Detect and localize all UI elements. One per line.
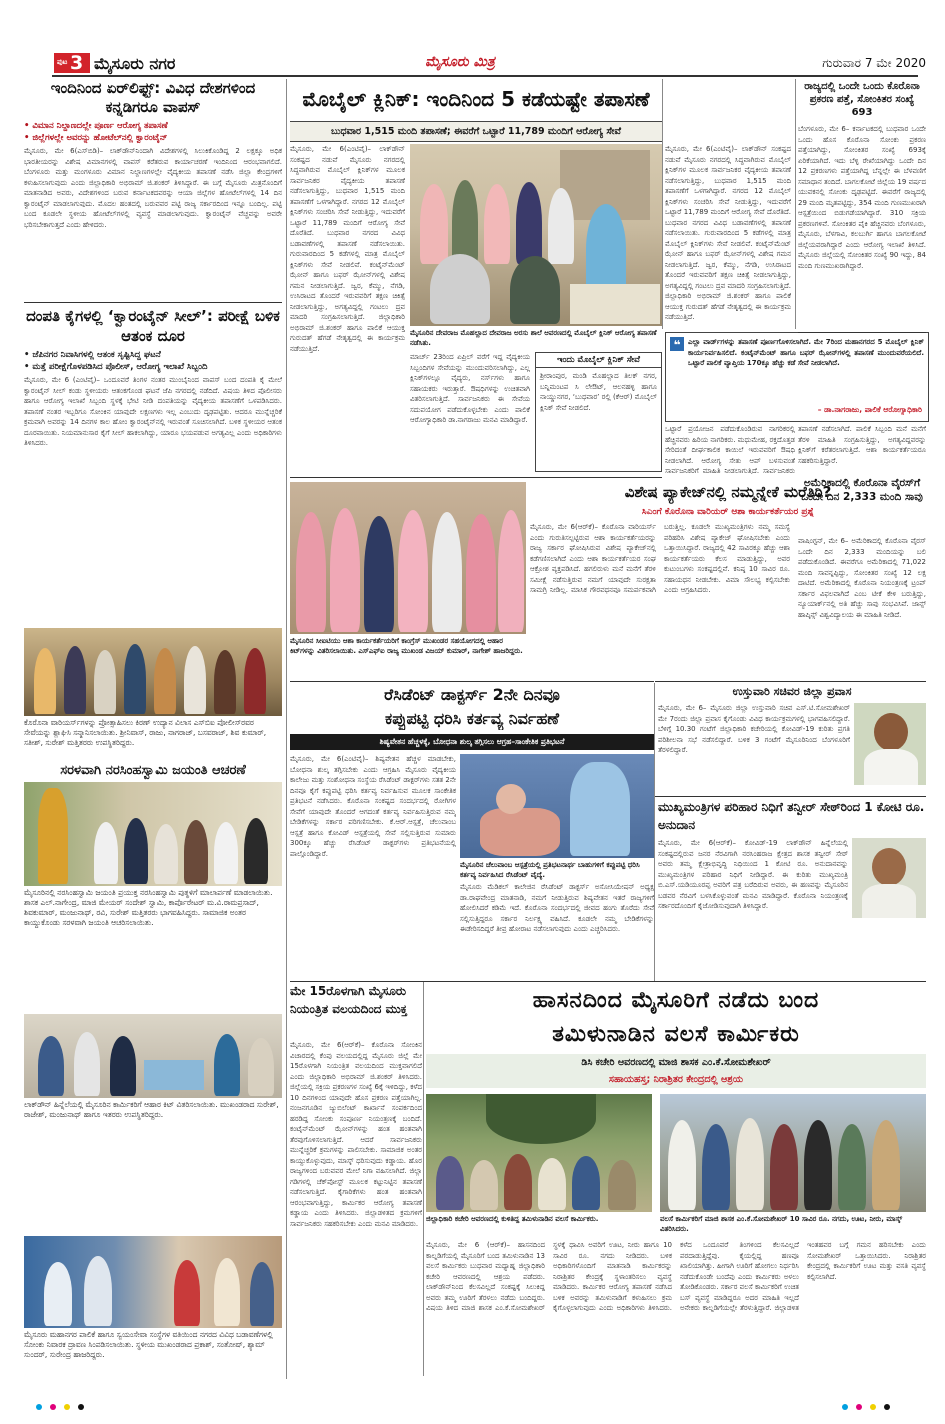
doctors-subhead-bar (290, 734, 654, 750)
minister-tour-headline: ಉಸ್ತುವಾರಿ ಸಚಿವರ ಜಿಲ್ಲಾ ಪ್ರವಾಸ (732, 685, 852, 698)
section-title: ಮೈಸೂರು ನಗರ (94, 54, 176, 73)
col1-rule (286, 79, 287, 1379)
may15-headline: ಮೇ 15ರೊಳಗಾಗಿ ಮೈಸೂರು ನಿಯಂತ್ರಿತ ವಲಯದಿಂದ ಮುಕ್ತ (290, 984, 408, 1016)
lead-body-4: ತಪಾಸಣೆ ನಡೆಸಲಾಗಿದೆ. ಪಾಲಿಕೆ ಸಿಬ್ಬಂದಿ ಮನೆ ಮನೆಗೆ ತೆರಳಿ ಮಾಹಿತಿ ಸಂಗ್ರಹಿಸುತ್ತಿದ್ದು, ಅಗತ್ಯವಿದ್ದವರನ್ನು ಕ್ಲಿನಿಕ್‌ಗೆ ಕರೆತರಲಾಗುತ್ತಿದೆ. ಆಶಾ ಕಾರ್ಯಕರ್ತೆಯರೂ ಸಹಕರಿಸುತ್ತಿದ್ದಾರೆ. (798, 425, 926, 465)
doctors-body-2: ಮೈಸೂರು ಮೆಡಿಕಲ್ ಕಾಲೇಜಿನ ರೆಸಿಡೆಂಟ್ ಡಾಕ್ಟರ್ಸ್ ಅಸೋಸಿಯೇಷನ್ ಅಧ್ಯಕ್ಷ ಡಾ.ರಾಘವೇಂದ್ರ ಮಾತನಾಡಿ, ನಮಗೆ ನೀಡುತ್ತಿರುವ ಶಿಷ್ಯವೇತನ ಇತರೆ ರಾಜ್ಯಗಳಿಗೆ ಹೋಲಿಸಿದರೆ ಕಡಿಮೆ ಇದೆ. ಕೊರೊನಾ ಸಂದರ್ಭದಲ್ಲಿ ಜೀವದ ಹಂಗು ತೊರೆದು ಸೇವೆ ಸಲ್ಲಿಸುತ್ತಿದ್ದರೂ ಸರ್ಕಾರ ನಿರ್ಲಕ್ಷ್ಯ ವಹಿಸಿದೆ. ಕೂಡಲೇ ನಮ್ಮ ಬೇಡಿಕೆಗಳನ್ನು ಈಡೇರಿಸದಿದ್ದರೆ ತೀವ್ರ ಹೋರಾಟ ನಡೆಸಲಾಗುವುದು ಎಂದು ಎಚ್ಚರಿಸಿದರು. (460, 883, 654, 933)
ceremony-caption: ಕೊರೊನಾ ವಾರಿಯರ್ಸ್‌ಗಳನ್ನು ಪ್ರೋತ್ಸಾಹಿಸಲು ಕಿರಣ್ ಉದ್ಯಾನ ವಿಲಾಸ ಎಸ್‌ಬಿಐ ಪೋಲೀಸ್‌ರವರ ಸೇವೆಯನ್ನು ಶ್ಲಾಘಿಸಿ ಸನ್ಮಾನಿಸಲಾಯಿತು. ಶ್ರೀನಿವಾಸ್, ರಾಜು, ನಾಗರಾಜ್, ಬಸವರಾಜ್, ಶಿವ ಕುಮಾರ್, ಸತೀಶ್, ಸುರೇಶ್ ಮತ್ತಿತರರು ಉಪಸ್ಥಿತರಿದ್ದರು. (24, 718, 267, 747)
doctors-headline-1: ರೆಸಿಡೆಂಟ್ ಡಾಕ್ಟರ್ಸ್ 2ನೇ ದಿನವೂ (384, 685, 560, 704)
officer-quote-box (665, 332, 929, 422)
masthead (20, 52, 926, 74)
quote-author: – ಡಾ.ನಾಗರಾಜು, ಪಾಲಿಕೆ ಆರೋಗ್ಯಾಧಿಕಾರಿ (817, 405, 922, 414)
col-rule (654, 683, 655, 981)
lead-subhead: ಬುಧವಾರ 1,515 ಮಂದಿ ತಪಾಸಣೆ; ಈವರೆಗೆ ಒಟ್ಟಾರೆ 11,789 ಮಂದಿಗೆ ಆರೋಗ್ಯ ಸೇವೆ (331, 126, 621, 137)
airlift-bullet: • ವಿಮಾನ ನಿಲ್ದಾಣದಲ್ಲೇ ಪೂರ್ಣ ಆರೋಗ್ಯ ತಪಾಸಣೆ (24, 121, 168, 131)
migrants-subhead-bar (426, 1054, 926, 1088)
page-number-badge (54, 53, 90, 73)
us-deaths-headline: ಅಮೆರಿಕಾದಲ್ಲಿ ಕೊರೊನಾ ವೈರಸ್‌ಗೆ ಒಂದೇ ದಿನ 2,333 ಮಂದಿ ಸಾವು (801, 477, 923, 503)
doctors-subhead: ಶಿಷ್ಯವೇತನ ಹೆಚ್ಚಳಕ್ಕೆ, ಬೋಧನಾ ಶುಲ್ಕ ತಗ್ಗಿಸಲು ಆಗ್ರಹ–ಸಾಂಕೇತಿಕ ಪ್ರತಿಭಟನೆ (379, 737, 565, 746)
migrants-subhead-1: ಡಿಸಿ ಕಚೇರಿ ಆವರಣದಲ್ಲಿ ಮಾಜಿ ಶಾಸಕ ಎಂ.ಕೆ.ಸೋಮಶೇಖರ್ (581, 1057, 771, 1068)
quarantine-bullet: • ಜೆಪಿನಗರ ನಿವಾಸಿಗಳಲ್ಲಿ ಆತಂಕ ಸೃಷ್ಟಿಸಿದ್ದ ಘಟನೆ (24, 350, 161, 360)
masthead-rule (52, 75, 918, 77)
fund-body: ಮೈಸೂರು, ಮೇ 6(ಆರ್‌ಕೆ)– ಕೋವಿಡ್-19 ಲಾಕ್‌ಡೌನ್ ಹಿನ್ನೆಲೆಯಲ್ಲಿ ಸಂಕಷ್ಟದಲ್ಲಿರುವ ಜನರ ನೆರವಿಗಾಗಿ ನರಸಿಂಹರಾಜ ಕ್ಷೇತ್ರದ ಶಾಸಕ ತನ್ವೀರ್ ಸೇಠ್ ಅವರು ತಮ್ಮ ಕ್ಷೇತ್ರಾಭಿವೃದ್ಧಿ ನಿಧಿಯಿಂದ 1 ಕೋಟಿ ರೂ. ಅನುದಾನವನ್ನು ಮುಖ್ಯಮಂತ್ರಿಗಳ ಪರಿಹಾರ ನಿಧಿಗೆ ನೀಡಿದ್ದಾರೆ. ಈ ಕುರಿತು ಮುಖ್ಯಮಂತ್ರಿ ಬಿ.ಎಸ್.ಯಡಿಯೂರಪ್ಪ ಅವರಿಗೆ ಪತ್ರ ಬರೆದಿರುವ ಅವರು, ಈ ಹಣವನ್ನು ಮೈಸೂರಿನ ಬಡವರ ನೆರವಿಗೆ ಬಳಸಿಕೊಳ್ಳುವಂತೆ ಮನವಿ ಮಾಡಿದ್ದಾರೆ. ಕೊರೊನಾ ನಿಯಂತ್ರಣಕ್ಕೆ ಸರ್ಕಾರದೊಂದಿಗೆ ಕೈಜೋಡಿಸುವುದಾಗಿ ತಿಳಿಸಿದ್ದಾರೆ. (658, 839, 848, 910)
divider (24, 302, 282, 303)
issue-date: ಗುರುವಾರ 7 ಮೇ 2020 (822, 56, 926, 70)
lead-headline: ಮೊಬೈಲ್ ಕ್ಲಿನಿಕ್: ಇಂದಿನಿಂದ 5 ಕಡೆಯಷ್ಟೇ ತಪಾಸಣೆ (302, 87, 650, 111)
clinic-box-title: ಇಂದು ಮೊಬೈಲ್ ಕ್ಲಿನಿಕ್ ಸೇವೆ (536, 353, 661, 368)
migrants-seated-photo (426, 1094, 652, 1212)
migrants-headline-2: ತಮಿಳುನಾಡಿನ ವಲಸೆ ಕಾರ್ಮಿಕರು (552, 1022, 800, 1047)
quarantine-seal-body: ಮೈಸೂರು, ಮೇ 6 (ಎಂಟಿವೈ)– ಒಂದೂವರೆ ತಿಂಗಳ ನಂತರ ಮುಂಬೈನಿಂದ ವಾಪಸ್ ಬಂದ ದಂಪತಿ ಕೈ ಮೇಲೆ ಕ್ವಾರಂಟೈನ್ ಸೀಲ್ ಕಂಡು ಸ್ಥಳೀಯರು ಆತಂಕಗೊಂಡ ಘಟನೆ ಜೆಪಿ ನಗರದಲ್ಲಿ ನಡೆದಿದೆ. ವಿಷಯ ತಿಳಿದ ಪೊಲೀಸರು ಹಾಗೂ ಆರೋಗ್ಯ ಇಲಾಖೆ ಸಿಬ್ಬಂದಿ ಸ್ಥಳಕ್ಕೆ ಭೇಟಿ ನೀಡಿ ದಂಪತಿಯನ್ನು ವೈದ್ಯಕೀಯ ತಪಾಸಣೆಗೆ ಒಳಪಡಿಸಿದರು. ತಪಾಸಣೆ ನಂತರ ಇಬ್ಬರಿಗೂ ಸೋಂಕಿನ ಯಾವುದೇ ಲಕ್ಷಣಗಳು ಇಲ್ಲ ಎಂಬುದು ದೃಢಪಟ್ಟಿತು. ಆದರೂ ಮುನ್ನೆಚ್ಚರಿಕೆ ಕ್ರಮವಾಗಿ ಅವರನ್ನು 14 ದಿನಗಳ ಕಾಲ ಹೋಂ ಕ್ವಾರಂಟೈನ್‌ನಲ್ಲಿ ಇರುವಂತೆ ಸೂಚಿಸಲಾಗಿದೆ. ಬಳಿಕ ಸ್ಥಳೀಯರ ಆತಂಕ ದೂರವಾಯಿತು. ನಿಯಮಾನುಸಾರ ಕೈಗೆ ಸೀಲ್ ಹಾಕಲಾಗಿದ್ದು, ಯಾರೂ ಭಯಪಡುವ ಅಗತ್ಯವಿಲ್ಲ ಎಂದು ಅಧಿಕಾರಿಗಳು ತಿಳಿಸಿದರು. (24, 376, 282, 447)
migrants-seated-caption: ಜಿಲ್ಲಾಧಿಕಾರಿ ಕಚೇರಿ ಆವರಣದಲ್ಲಿ ಕುಳಿತಿದ್ದ ತಮಿಳುನಾಡಿನ ವಲಸೆ ಕಾರ್ಮಿಕರು. (426, 1215, 599, 1223)
divider (798, 332, 926, 333)
airlift-bullet: • ಜಿಲ್ಲೆಗಳಲ್ಲೇ ಅವರನ್ನು ಹೋಟೆಲ್‌ನಲ್ಲಿ ಕ್ವಾರಂಟೈನ್ (24, 133, 168, 143)
lead-body-2: ಮಾರ್ಚ್ 23ರಿಂದ ಏಪ್ರಿಲ್ ವರೆಗೆ ಇದ್ದ ವೈದ್ಯಕೀಯ ಸಿಬ್ಬಂದಿಗಳ ಸೇವೆಯನ್ನು ಮುಂದುವರಿಸಲಾಗಿದ್ದು, ಎಲ್ಲ ಕ್ಲಿನಿಕ್‌ಗಳಲ್ಲೂ ವೈದ್ಯರು, ನರ್ಸ್‌ಗಳು ಹಾಗೂ ಸಹಾಯಕರು ಇರುತ್ತಾರೆ. ಔಷಧಿಗಳನ್ನು ಉಚಿತವಾಗಿ ವಿತರಿಸಲಾಗುತ್ತಿದೆ. ಸಾರ್ವಜನಿಕರು ಈ ಸೇವೆಯ ಸದುಪಯೋಗ ಪಡೆದುಕೊಳ್ಳಬೇಕು ಎಂದು ಪಾಲಿಕೆ ಆರೋಗ್ಯಾಧಿಕಾರಿ ಡಾ.ನಾಗರಾಜು ಮನವಿ ಮಾಡಿದ್ದಾರೆ. (410, 353, 530, 424)
airlift-body: ಮೈಸೂರು, ಮೇ 6(ಎಸ್‌ಬಿಡಿ)– ಲಾಕ್‌ಡೌನ್‌ನಿಂದಾಗಿ ವಿದೇಶಗಳಲ್ಲಿ ಸಿಲುಕಿಕೊಂಡಿದ್ದ 2 ಲಕ್ಷಕ್ಕೂ ಅಧಿಕ ಭಾರತೀಯರನ್ನು ವಿಶೇಷ ವಿಮಾನಗಳಲ್ಲಿ ವಾಪಸ್ ಕರೆತರುವ ಕಾರ್ಯಾಚರಣೆ ಇಂದಿನಿಂದ ಆರಂಭವಾಗಲಿದೆ. ಬೆಂಗಳೂರು ಮತ್ತು ಮಂಗಳೂರು ವಿಮಾನ ನಿಲ್ದಾಣಗಳಲ್ಲೇ ವೈದ್ಯಕೀಯ ತಪಾಸಣೆ ನಡೆಸಿ ಜಿಲ್ಲಾ ಕೇಂದ್ರಗಳಿಗೆ ಕಳುಹಿಸಲಾಗುವುದು ಎಂದು ಜಿಲ್ಲಾಧಿಕಾರಿ ಅಭಿರಾಮ್ ಜಿ.ಶಂಕರ್ ತಿಳಿಸಿದ್ದಾರೆ. ಈ ಬಗ್ಗೆ ಮೈಸೂರು ಮಿತ್ರನೊಂದಿಗೆ ಮಾತನಾಡಿದ ಅವರು, ವಿದೇಶಗಳಿಂದ ಬರುವ ಕರ್ನಾಟಕದವರನ್ನು ಆಯಾ ಜಿಲ್ಲೆಗಳ ಹೋಟೆಲ್‌ಗಳಲ್ಲಿ 14 ದಿನ ಕ್ವಾರಂಟೈನ್ ಮಾಡಲಾಗುವುದು. ಮೊದಲ ಹಂತದಲ್ಲಿ ಬರುವವರ ಪಟ್ಟಿ ರಾಜ್ಯ ಸರ್ಕಾರದಿಂದ ಇನ್ನೂ ಬಂದಿಲ್ಲ. ಪಟ್ಟಿ ಬಂದ ಕೂಡಲೇ ಸ್ಥಳೀಯ ಹೋಟೆಲ್‌ಗಳಲ್ಲಿ ವ್ಯವಸ್ಥೆ ಮಾಡಲಾಗುವುದು. ಕ್ವಾರಂಟೈನ್ ವೆಚ್ಚವನ್ನು ಅವರೇ ಭರಿಸಬೇಕಾಗುತ್ತದೆ ಎಂದು ಹೇಳಿದರು. (24, 147, 282, 229)
clinic-box-body: ಶ್ರೀರಾಂಪುರ, ಮಂಡಿ ಮೊಹಲ್ಲಾದ ತಿಲಕ್ ನಗರ, ಬನ್ನಿಮಂಟಪ ಸಿ ಲೇಔಟ್, ಆಲನಹಳ್ಳಿ ಹಾಗೂ ನಾಯ್ಡುನಗರ, ‘ಬುಧವಾರ’ ರಲ್ಲಿ (ಕೆಆರ್) ಮೊಬೈಲ್ ಕ್ಲಿನಿಕ್ ಸೇವೆ ನೀಡಲಿದೆ. (540, 372, 657, 412)
minister-tour-body: ಮೈಸೂರು, ಮೇ 6– ಮೈಸೂರು ಜಿಲ್ಲಾ ಉಸ್ತುವಾರಿ ಸಚಿವ ಎಸ್.ಟಿ.ಸೋಮಶೇಖರ್ ಮೇ 7ರಂದು ಜಿಲ್ಲಾ ಪ್ರವಾಸ ಕೈಗೊಂಡು ವಿವಿಧ ಕಾರ್ಯಕ್ರಮಗಳಲ್ಲಿ ಭಾಗವಹಿಸಲಿದ್ದಾರೆ. ಬೆಳಿಗ್ಗೆ 10.30 ಗಂಟೆಗೆ ಜಿಲ್ಲಾಧಿಕಾರಿ ಕಚೇರಿಯಲ್ಲಿ ಕೋವಿಡ್-19 ಕುರಿತು ಪ್ರಗತಿ ಪರಿಶೀಲನಾ ಸಭೆ ನಡೆಸಲಿದ್ದಾರೆ. ಬಳಿಕ 3 ಗಂಟೆಗೆ ಮೈಸೂರಿನಿಂದ ಬೆಂಗಳೂರಿಗೆ ತೆರಳಲಿದ್ದಾರೆ. (658, 704, 850, 754)
resident-doctor-photo (460, 754, 654, 858)
asha-headline: ವಿಶೇಷ ಪ್ಯಾಕೇಜ್‌ನಲ್ಲಿ ನಮ್ಮನ್ನೇಕೆ ಮರೆತಿರಿ? (624, 483, 832, 501)
statue-photo (24, 782, 282, 886)
page-number: 3 (70, 52, 84, 74)
divider (655, 796, 926, 797)
migrants-headline-1: ಹಾಸನದಿಂದ ಮೈಸೂರಿಗೆ ನಡೆದು ಬಂದ (532, 988, 820, 1013)
state-cases-headline: ರಾಜ್ಯದಲ್ಲಿ ಒಂದೇ ಒಂದು ಕೊರೊನಾ ಪ್ರಕರಣ ಪತ್ತೆ, ಸೋಂಕಿತರ ಸಂಖ್ಯೆ 693 (804, 81, 920, 118)
paper-name: ಮೈಸೂರು ಮಿತ್ರ (425, 54, 495, 70)
jayanti-headline: ಸರಳವಾಗಿ ನರಸಿಂಹಸ್ವಾಮಿ ಜಯಂತಿ ಆಚರಣೆ (60, 763, 246, 778)
fund-headline: ಮುಖ್ಯಮಂತ್ರಿಗಳ ಪರಿಹಾರ ನಿಧಿಗೆ ತನ್ವೀರ್ ಸೇಠ್‌ರಿಂದ 1 ಕೋಟಿ ರೂ. ಅನುದಾನ (658, 800, 925, 832)
ceremony-photo (24, 628, 282, 716)
col-rule (662, 79, 663, 329)
asha-caption: ಮೈಸೂರಿನ ಸೀಐಟಿಯು ಆಶಾ ಕಾರ್ಯಕರ್ತೆಯರಿಗೆ ಕಾಂಗ್ರೆಸ್ ಮುಖಂಡರ ಸಹಯೋಗದಲ್ಲಿ ಆಹಾರ ಕಿಟ್‌ಗಳನ್ನು ವಿತರಿಸಲಾಯಿತು. ಎಸ್‌ಎಫ್ಐ ರಾಜ್ಯ ಮುಖಂಡ ವಿಜಯ್ ಕುಮಾರ್, ನಾಗೇಶ್ ಹಾಜರಿದ್ದರು. (290, 637, 523, 655)
airlift-headline: ಇಂದಿನಿಂದ ಏರ್‌ಲಿಫ್ಟ್: ವಿವಿಧ ದೇಶಗಳಿಂದ ಕನ್ನಡಿಗರೂ ವಾಪಸ್ (50, 79, 256, 116)
lead-column-text: ಮೈಸೂರು, ಮೇ 6(ಎಂಟಿವೈ)– ಲಾಕ್‌ಡೌನ್ ಸಂಕಷ್ಟದ ನಡುವೆ ಮೈಸೂರು ನಗರದಲ್ಲಿ ಸಿದ್ಧವಾಗಿರುವ ಮೊಬೈಲ್ ಕ್ಲಿನಿಕ್‌ಗಳ ಮೂಲಕ ಸಾರ್ವಜನಿಕರ ವೈದ್ಯಕೀಯ ತಪಾಸಣೆ ನಡೆಸಲಾಗುತ್ತಿದ್ದು, ಬುಧವಾರ 1,515 ಮಂದಿ ತಪಾಸಣೆಗೆ ಒಳಗಾಗಿದ್ದಾರೆ. ನಗರದ 12 ಮೊಬೈಲ್ ಕ್ಲಿನಿಕ್‌ಗಳು ಸಂಚರಿಸಿ ಸೇವೆ ನೀಡುತ್ತಿದ್ದು, ಇದುವರೆಗೆ ಒಟ್ಟಾರೆ 11,789 ಮಂದಿಗೆ ಆರೋಗ್ಯ ಸೇವೆ ದೊರೆತಿದೆ. ಬುಧವಾರ ನಗರದ ವಿವಿಧ ಬಡಾವಣೆಗಳಲ್ಲಿ ತಪಾಸಣೆ ನಡೆಸಲಾಯಿತು. ಗುರುವಾರದಿಂದ 5 ಕಡೆಗಳಲ್ಲಿ ಮಾತ್ರ ಮೊಬೈಲ್ ಕ್ಲಿನಿಕ್‌ಗಳು ಸೇವೆ ನೀಡಲಿವೆ. ಕಂಟೈನ್‌ಮೆಂಟ್ ಝೋನ್ ಹಾಗೂ ಬಫರ್ ಝೋನ್‌ಗಳಲ್ಲಿ ವಿಶೇಷ ಗಮನ ನೀಡಲಾಗುತ್ತಿದೆ. ಜ್ವರ, ಕೆಮ್ಮು, ನೆಗಡಿ, ಉಸಿರಾಟದ ತೊಂದರೆ ಇರುವವರಿಗೆ ತಕ್ಷಣ ಚಿಕಿತ್ಸೆ ನೀಡಲಾಗುತ್ತಿದ್ದು, ಅಗತ್ಯವಿದ್ದಲ್ಲಿ ಗಂಟಲು ದ್ರವ ಮಾದರಿ ಸಂಗ್ರಹಿಸಲಾಗುತ್ತಿದೆ. ಜಿಲ್ಲಾಧಿಕಾರಿ ಅಭಿರಾಮ್ ಜಿ.ಶಂಕರ್ ಹಾಗೂ ಪಾಲಿಕೆ ಆಯುಕ್ತ ಗುರುದತ್ ಹೆಗಡೆ ನೇತೃತ್ವದಲ್ಲಿ ಈ ಕಾರ್ಯಕ್ರಮ ನಡೆಯುತ್ತಿದೆ. (665, 145, 791, 321)
quote-icon: ❝ (670, 337, 684, 351)
migrants-body: ಮೈಸೂರು, ಮೇ 6 (ಆರ್‌ಕೆ)– ಹಾಸನದಿಂದ ಕಾಲ್ನಡಿಗೆಯಲ್ಲಿ ಮೈಸೂರಿಗೆ ಬಂದ ತಮಿಳುನಾಡಿನ 13 ವಲಸೆ ಕಾರ್ಮಿಕರು ಬುಧವಾರ ಮಧ್ಯಾಹ್ನ ಜಿಲ್ಲಾಧಿಕಾರಿ ಕಚೇರಿ ಆವರಣದಲ್ಲಿ ಆಶ್ರಯ ಪಡೆದರು. ಲಾಕ್‌ಡೌನ್‌ನಿಂದ ಕೆಲಸವಿಲ್ಲದೆ ಸಂಕಷ್ಟಕ್ಕೆ ಸಿಲುಕಿದ್ದ ಅವರು ತಮ್ಮ ಊರಿಗೆ ತೆರಳಲು ನಡೆದು ಬಂದಿದ್ದರು. ವಿಷಯ ತಿಳಿದ ಮಾಜಿ ಶಾಸಕ ಎಂ.ಕೆ.ಸೋಮಶೇಖರ್ ಸ್ಥಳಕ್ಕೆ ಧಾವಿಸಿ ಅವರಿಗೆ ಊಟ, ನೀರು ಹಾಗೂ 10 ಸಾವಿರ ರೂ. ನಗದು ನೀಡಿದರು. ಬಳಿಕ ಅಧಿಕಾರಿಗಳೊಂದಿಗೆ ಮಾತನಾಡಿ ಕಾರ್ಮಿಕರನ್ನು ನಿರಾಶ್ರಿತರ ಕೇಂದ್ರಕ್ಕೆ ಸ್ಥಳಾಂತರಿಸಲು ವ್ಯವಸ್ಥೆ ಮಾಡಿದರು. ಕಾರ್ಮಿಕರ ಆರೋಗ್ಯ ತಪಾಸಣೆ ನಡೆಸಿದ ಬಳಿಕ ಅವರನ್ನು ತಮಿಳುನಾಡಿಗೆ ಕಳುಹಿಸಲು ಕ್ರಮ ಕೈಗೊಳ್ಳಲಾಗುವುದು ಎಂದು ಅಧಿಕಾರಿಗಳು ತಿಳಿಸಿದರು. ಕಳೆದ ಒಂದೂವರೆ ತಿಂಗಳಿಂದ ಕೆಲಸವಿಲ್ಲದೆ ಪರದಾಡುತ್ತಿದ್ದೆವು. ಕೈಯಲ್ಲಿದ್ದ ಹಣವೂ ಖಾಲಿಯಾಗಿತ್ತು. ಹೀಗಾಗಿ ಊರಿಗೆ ಹೋಗಲು ನಿರ್ಧರಿಸಿ ನಡೆದುಕೊಂಡೇ ಬಂದೆವು ಎಂದು ಕಾರ್ಮಿಕರು ಅಳಲು ತೋಡಿಕೊಂಡರು. ಸರ್ಕಾರ ವಲಸೆ ಕಾರ್ಮಿಕರಿಗೆ ಉಚಿತ ಬಸ್ ವ್ಯವಸ್ಥೆ ಮಾಡಿದ್ದರೂ ಅದರ ಮಾಹಿತಿ ಇಲ್ಲದೆ ಅನೇಕರು ಕಾಲ್ನಡಿಗೆಯಲ್ಲೇ ತೆರಳುತ್ತಿದ್ದಾರೆ. ಜಿಲ್ಲಾಡಳಿತ ಇಂತಹವರ ಬಗ್ಗೆ ಗಮನ ಹರಿಸಬೇಕು ಎಂದು ಸೋಮಶೇಖರ್ ಒತ್ತಾಯಿಸಿದರು. ನಿರಾಶ್ರಿತರ ಕೇಂದ್ರದಲ್ಲಿ ಕಾರ್ಮಿಕರಿಗೆ ಊಟ ಮತ್ತು ವಸತಿ ವ್ಯವಸ್ಥೆ ಕಲ್ಪಿಸಲಾಗಿದೆ. (426, 1241, 926, 1312)
migrants-subhead-2: ಸಹಾಯಹಸ್ತ; ನಿರಾಶ್ರಿತರ ಕೇಂದ್ರದಲ್ಲಿ ಆಶ್ರಯ (608, 1074, 744, 1085)
quote-text: ಎಲ್ಲಾ ವಾರ್ಡ್‌ಗಳನ್ನು ತಪಾಸಣೆ ಪೂರ್ಣಗೊಳಿಸಲಾಗಿದೆ. ಮೇ 7ರಿಂದ ಮಹಾನಗರದ 5 ಮೊಬೈಲ್ ಕ್ಲಿನಿಕ್ ಕಾರ್ಯನಿರ್ವಹಿಸಲಿದೆ. ಕಂಟೈನ್‌ಮೆಂಟ್ ಹಾಗೂ ಬಫರ್ ಝೋನ್‌ಗಳಲ್ಲಿ ತಪಾಸಣೆ ಮುಂದುವರೆಯಲಿದೆ. ಒಟ್ಟಾರೆ ಪಾಲಿಕೆ ವ್ಯಾಪ್ತಿಯ 170ಕ್ಕೂ ಹೆಚ್ಚು ಕಡೆ ಸೇವೆ ನೀಡಲಾಗಿದೆ. (688, 338, 924, 367)
page-label: ಪುಟ (57, 58, 68, 66)
mobile-clinic-photo (410, 144, 662, 326)
col-rule (423, 982, 424, 1376)
doctors-headline-2: ಕಪ್ಪುಪಟ್ಟಿ ಧರಿಸಿ ಕರ್ತವ್ಯ ನಿರ್ವಹಣೆ (385, 709, 559, 728)
print-registration-marks (0, 1402, 945, 1414)
state-cases-body: ಬೆಂಗಳೂರು, ಮೇ 6– ಕರ್ನಾಟಕದಲ್ಲಿ ಬುಧವಾರ ಒಂದೇ ಒಂದು ಹೊಸ ಕೊರೊನಾ ಸೋಂಕು ಪ್ರಕರಣ ಪತ್ತೆಯಾಗಿದ್ದು, ಸೋಂಕಿತರ ಸಂಖ್ಯೆ 693ಕ್ಕೆ ಏರಿಕೆಯಾಗಿದೆ. ಇದು ಬೆಳ್ಳಿ ರೇಖೆಯಾಗಿದ್ದು ಒಂದೇ ದಿನ 12 ಪ್ರಕರಣಗಳು ಪತ್ತೆಯಾಗಿದ್ದ ಬೆನ್ನಲ್ಲೇ ಈ ಬೆಳವಣಿಗೆ ಸಮಾಧಾನ ತಂದಿದೆ. ಬಾಗಲಕೋಟೆ ಜಿಲ್ಲೆಯ 19 ವರ್ಷದ ಯುವಕನಲ್ಲಿ ಸೋಂಕು ದೃಢಪಟ್ಟಿದೆ. ಈವರೆಗೆ ರಾಜ್ಯದಲ್ಲಿ 29 ಮಂದಿ ಮೃತಪಟ್ಟಿದ್ದು, 354 ಮಂದಿ ಗುಣಮುಖರಾಗಿ ಆಸ್ಪತ್ರೆಯಿಂದ ಬಿಡುಗಡೆಯಾಗಿದ್ದಾರೆ. 310 ಸಕ್ರಿಯ ಪ್ರಕರಣಗಳಿವೆ. ಸೋಂಕಿತರ ಪೈಕಿ ಹೆಚ್ಚಿನವರು ಬೆಂಗಳೂರು, ಮೈಸೂರು, ಬೆಳಗಾವಿ, ಕಲಬುರ್ಗಿ ಹಾಗೂ ಬಾಗಲಕೋಟೆ ಜಿಲ್ಲೆಯವರಾಗಿದ್ದಾರೆ ಎಂದು ಆರೋಗ್ಯ ಇಲಾಖೆ ತಿಳಿಸಿದೆ. ಮೈಸೂರು ಜಿಲ್ಲೆಯಲ್ಲಿ ಸೋಂಕಿತರ ಸಂಖ್ಯೆ 90 ಇದ್ದು, 84 ಮಂದಿ ಗುಣಮುಖರಾಗಿದ್ದಾರೆ. (798, 125, 926, 270)
asha-body: ಮೈಸೂರು, ಮೇ 6(ಆರ್‌ಕೆ)– ಕೊರೊನಾ ವಾರಿಯರ್ಸ್ ಎಂದು ಗುರುತಿಸಲ್ಪಟ್ಟಿರುವ ಆಶಾ ಕಾರ್ಯಕರ್ತೆಯರನ್ನು ರಾಜ್ಯ ಸರ್ಕಾರ ಘೋಷಿಸಿರುವ ವಿಶೇಷ ಪ್ಯಾಕೇಜ್‌ನಲ್ಲಿ ಕಡೆಗಣಿಸಲಾಗಿದೆ ಎಂದು ಆಶಾ ಕಾರ್ಯಕರ್ತೆಯರ ಸಂಘ ಆಕ್ರೋಶ ವ್ಯಕ್ತಪಡಿಸಿದೆ. ಹಗಲಿರುಳು ಮನೆ ಮನೆಗೆ ತೆರಳಿ ಸಮೀಕ್ಷೆ ನಡೆಸುತ್ತಿರುವ ನಮಗೆ ಯಾವುದೇ ಸುರಕ್ಷತಾ ಸಾಮಗ್ರಿ ನೀಡಿಲ್ಲ. ಮಾಸಿಕ ಗೌರವಧನವೂ ಸಮರ್ಪಕವಾಗಿ ಬರುತ್ತಿಲ್ಲ. ಕೂಡಲೇ ಮುಖ್ಯಮಂತ್ರಿಗಳು ನಮ್ಮ ಸಮಸ್ಯೆ ಪರಿಹರಿಸಿ ವಿಶೇಷ ಪ್ಯಾಕೇಜ್ ಘೋಷಿಸಬೇಕು ಎಂದು ಒತ್ತಾಯಿಸಿದ್ದಾರೆ. ರಾಜ್ಯದಲ್ಲಿ 42 ಸಾವಿರಕ್ಕೂ ಹೆಚ್ಚು ಆಶಾ ಕಾರ್ಯಕರ್ತೆಯರು ಕೆಲಸ ಮಾಡುತ್ತಿದ್ದು, ಅವರ ಕುಟುಂಬಗಳು ಸಂಕಷ್ಟದಲ್ಲಿವೆ. ಕನಿಷ್ಠ 10 ಸಾವಿರ ರೂ. ಸಹಾಯಧನ ನೀಡಬೇಕು. ವಿಮಾ ಸೌಲಭ್ಯ ಕಲ್ಪಿಸಬೇಕು ಎಂದು ಆಗ್ರಹಿಸಿದರು. (530, 523, 790, 594)
clinic-locations-box (535, 352, 662, 472)
may15-body: ಮೈಸೂರು, ಮೇ 6(ಆರ್‌ಕೆ)– ಕೊರೊನಾ ಸೋಂಕಿನ ವಿಚಾರದಲ್ಲಿ ಕೆಂಪು ವಲಯದಲ್ಲಿದ್ದ ಮೈಸೂರು ಜಿಲ್ಲೆ ಮೇ 15ರೊಳಗಾಗಿ ನಿಯಂತ್ರಿತ ವಲಯದಿಂದ ಮುಕ್ತವಾಗಲಿದೆ ಎಂದು ಜಿಲ್ಲಾಧಿಕಾರಿ ಅಭಿರಾಮ್ ಜಿ.ಶಂಕರ್ ತಿಳಿಸಿದರು. ಜಿಲ್ಲೆಯಲ್ಲಿ ಸಕ್ರಿಯ ಪ್ರಕರಣಗಳ ಸಂಖ್ಯೆ 6ಕ್ಕೆ ಇಳಿದಿದ್ದು, ಕಳೆದ 10 ದಿನಗಳಿಂದ ಯಾವುದೇ ಹೊಸ ಪ್ರಕರಣ ಪತ್ತೆಯಾಗಿಲ್ಲ. ನಂಜನಗೂಡಿನ ಜ್ಯುಬಿಲೆಂಟ್ ಕಾರ್ಖಾನೆ ಸಂಪರ್ಕದಿಂದ ಹರಡಿದ್ದ ಸೋಂಕು ಸಂಪೂರ್ಣ ನಿಯಂತ್ರಣಕ್ಕೆ ಬಂದಿದೆ. ಕಂಟೈನ್‌ಮೆಂಟ್ ಝೋನ್‌ಗಳನ್ನು ಹಂತ ಹಂತವಾಗಿ ತೆರವುಗೊಳಿಸಲಾಗುತ್ತಿದೆ. ಆದರೆ ಸಾರ್ವಜನಿಕರು ಮುನ್ನೆಚ್ಚರಿಕೆ ಕ್ರಮಗಳನ್ನು ಪಾಲಿಸಬೇಕು. ಸಾಮಾಜಿಕ ಅಂತರ ಕಾಯ್ದುಕೊಳ್ಳುವುದು, ಮಾಸ್ಕ್ ಧರಿಸುವುದು ಕಡ್ಡಾಯ. ಹೊರ ರಾಜ್ಯಗಳಿಂದ ಬರುವವರ ಮೇಲೆ ನಿಗಾ ವಹಿಸಲಾಗಿದೆ. ಜಿಲ್ಲಾ ಗಡಿಗಳಲ್ಲಿ ಚೆಕ್‌ಪೋಸ್ಟ್ ಮೂಲಕ ಕಟ್ಟುನಿಟ್ಟಿನ ತಪಾಸಣೆ ನಡೆಸಲಾಗುತ್ತಿದೆ. ಕೈಗಾರಿಕೆಗಳು ಹಂತ ಹಂತವಾಗಿ ಆರಂಭವಾಗುತ್ತಿದ್ದು, ಕಾರ್ಮಿಕರ ಆರೋಗ್ಯ ತಪಾಸಣೆ ಕಡ್ಡಾಯ ಎಂದು ತಿಳಿಸಿದರು. ಜಿಲ್ಲಾಡಳಿತದ ಕ್ರಮಗಳಿಗೆ ಸಾರ್ವಜನಿಕರು ಸಹಕರಿಸಬೇಕು ಎಂದು ಮನವಿ ಮಾಡಿದರು. (290, 1041, 422, 1228)
mobile-clinic-caption: ಮೈಸೂರಿನ ದೇವರಾಜ ಮೊಹಲ್ಲಾದ ದೇವರಾಜ ಅರಸು ಶಾಲೆ ಆವರಣದಲ್ಲಿ ಮೊಬೈಲ್ ಕ್ಲಿನಿಕ್ ಆರೋಗ್ಯ ತಪಾಸಣೆ ನಡೆಸಿತು. (410, 329, 657, 347)
sanitize-photo (24, 1236, 282, 1328)
divider (290, 681, 654, 682)
quarantine-seal-story (24, 306, 282, 626)
migrants-aid-caption: ವಲಸೆ ಕಾರ್ಮಿಕರಿಗೆ ಮಾಜಿ ಶಾಸಕ ಎಂ.ಕೆ.ಸೋಮಶೇಖರ್ 10 ಸಾವಿರ ರೂ. ನಗದು, ಊಟ, ನೀರು, ಮಾಸ್ಕ್ ವಿತರಿಸಿದರು. (660, 1215, 903, 1233)
lead-body-3: ಒಟ್ಟಾರೆ ಪ್ರಯೋಜನ ಪಡೆದುಕೊಂಡಿರುವ ನಾಗರಿಕರಲ್ಲಿ ಹೆಚ್ಚಿನವರು ಹಿರಿಯ ನಾಗರಿಕರು. ಮಧುಮೇಹ, ರಕ್ತದೊತ್ತಡ ಸೇರಿದಂತೆ ದೀರ್ಘಕಾಲಿಕ ಕಾಯಿಲೆ ಇರುವವರಿಗೆ ಔಷಧಿ ನೀಡಲಾಗಿದೆ. ಆರೋಗ್ಯ ಸೇತು ಆಪ್ ಬಳಸುವಂತೆ ಸಾರ್ವಜನಿಕರಿಗೆ ಮಾಹಿತಿ ನೀಡಲಾಗುತ್ತಿದೆ. ಸಾರ್ವಜನಿಕರು (665, 425, 795, 474)
lead-subhead-bar (290, 121, 662, 142)
airlift-story (24, 79, 282, 299)
col-rule (795, 79, 796, 329)
quarantine-bullet: • ಮತ್ತೆ ಪರೀಕ್ಷೆಗೊಳಪಡಿಸಿದ ಪೊಲೀಸ್, ಆರೋಗ್ಯ ಇಲಾಖೆ ಸಿಬ್ಬಂದಿ (24, 362, 208, 372)
migrants-aid-photo (660, 1094, 926, 1212)
doctors-body: ಮೈಸೂರು, ಮೇ 6(ಎಂಟಿವೈ)– ಶಿಷ್ಯವೇತನ ಹೆಚ್ಚಳ ಮಾಡಬೇಕು, ಬೋಧನಾ ಶುಲ್ಕ ತಗ್ಗಿಸಬೇಕು ಎಂದು ಆಗ್ರಹಿಸಿ ಮೈಸೂರು ವೈದ್ಯಕೀಯ ಕಾಲೇಜು ಮತ್ತು ಸಂಶೋಧನಾ ಸಂಸ್ಥೆಯ ರೆಸಿಡೆಂಟ್ ಡಾಕ್ಟರ್‌ಗಳು ಸತತ 2ನೇ ದಿನವೂ ಕೈಗೆ ಕಪ್ಪುಪಟ್ಟಿ ಧರಿಸಿ ಕರ್ತವ್ಯ ನಿರ್ವಹಿಸುವ ಮೂಲಕ ಸಾಂಕೇತಿಕ ಪ್ರತಿಭಟನೆ ನಡೆಸಿದರು. ಕೊರೊನಾ ಸಂಕಷ್ಟದ ಸಂದರ್ಭದಲ್ಲಿ ರೋಗಿಗಳ ಸೇವೆಗೆ ಯಾವುದೇ ತೊಂದರೆ ಆಗದಂತೆ ಕರ್ತವ್ಯ ನಿರ್ವಹಿಸುತ್ತಿರುವ ನಮ್ಮ ಬೇಡಿಕೆಗಳನ್ನು ಸರ್ಕಾರ ಪರಿಗಣಿಸಬೇಕು. ಕೆ.ಆರ್.ಆಸ್ಪತ್ರೆ, ಚೆಲುವಾಂಬ ಆಸ್ಪತ್ರೆ ಹಾಗೂ ಕೋವಿಡ್ ಆಸ್ಪತ್ರೆಯಲ್ಲಿ ಸೇವೆ ಸಲ್ಲಿಸುತ್ತಿರುವ ಸುಮಾರು 300ಕ್ಕೂ ಹೆಚ್ಚು ರೆಸಿಡೆಂಟ್ ಡಾಕ್ಟರ್‌ಗಳು ಪ್ರತಿಭಟನೆಯಲ್ಲಿ ಪಾಲ್ಗೊಂಡಿದ್ದಾರೆ. (290, 755, 456, 858)
us-deaths-body: ವಾಷಿಂಗ್ಟನ್, ಮೇ 6– ಅಮೆರಿಕಾದಲ್ಲಿ ಕೊರೊನಾ ವೈರಸ್ ಒಂದೇ ದಿನ 2,333 ಮಂದಿಯನ್ನು ಬಲಿ ಪಡೆದುಕೊಂಡಿದೆ. ಈವರೆಗೂ ಅಮೆರಿಕಾದಲ್ಲಿ 71,022 ಮಂದಿ ಸಾವನ್ನಪ್ಪಿದ್ದು, ಸೋಂಕಿತರ ಸಂಖ್ಯೆ 12 ಲಕ್ಷ ದಾಟಿದೆ. ಅಮೆರಿಕಾದಲ್ಲಿ ಕೊರೊನಾ ನಿಯಂತ್ರಣಕ್ಕೆ ಟ್ರಂಪ್ ಸರ್ಕಾರ ವಿಫಲವಾಗಿದೆ ಎಂಬ ಟೀಕೆ ಕೇಳಿ ಬರುತ್ತಿದ್ದು, ನ್ಯೂಯಾರ್ಕ್‌ನಲ್ಲಿ ಅತಿ ಹೆಚ್ಚು ಸಾವು ಸಂಭವಿಸಿವೆ. ಜಾನ್ಸ್ ಹಾಪ್ಕಿನ್ಸ್ ವಿಶ್ವವಿದ್ಯಾಲಯ ಈ ಮಾಹಿತಿ ನೀಡಿದೆ. (798, 537, 926, 619)
tanveer-sait-photo (852, 838, 926, 918)
asha-subhead: ಸಿಎಂಗೆ ಕೊರೊನಾ ವಾರಿಯರ್ ಆಶಾ ಕಾರ್ಯಕರ್ತೆಯರ ಪ್ರಶ್ನೆ (641, 507, 815, 517)
asha-workers-photo (290, 482, 526, 634)
kit-distribution-photo (24, 1014, 282, 1098)
jayanti-caption: ಮೈಸೂರಿನಲ್ಲಿ ನರಸಿಂಹಸ್ವಾಮಿ ಜಯಂತಿ ಪ್ರಯುಕ್ತ ನರಸಿಂಹಸ್ವಾಮಿ ಪುತ್ಥಳಿಗೆ ಮಾಲಾರ್ಪಣೆ ಮಾಡಲಾಯಿತು. ಶಾಸಕ ಎಲ್.ನಾಗೇಂದ್ರ, ಮಾಜಿ ಮೇಯರ್ ಸಂದೇಶ್ ಸ್ವಾಮಿ, ಕಾರ್ಪೊರೇಟರ್ ಮ.ವಿ.ರಾಮಪ್ರಸಾದ್, ಶಿವಕುಮಾರ್, ಮಂಜುನಾಥ್, ರವಿ, ಸುರೇಶ್ ಮತ್ತಿತರರು ಭಾಗವಹಿಸಿದ್ದರು. ಸಾಮಾಜಿಕ ಅಂತರ ಕಾಯ್ದುಕೊಂಡು ಸರಳವಾಗಿ ಜಯಂತಿ ಆಚರಿಸಲಾಯಿತು. (24, 888, 273, 927)
quarantine-seal-headline: ದಂಪತಿ ಕೈಗಳಲ್ಲಿ ‘ಕ್ವಾರಂಟೈನ್ ಸೀಲ್’: ಪರೀಕ್ಷೆ ಬಳಿಕ ಆತಂಕ ದೂರ (26, 307, 280, 345)
minister-photo (854, 703, 926, 785)
divider (290, 477, 662, 478)
sanitize-caption: ಮೈಸೂರು ಮಹಾನಗರ ಪಾಲಿಕೆ ಹಾಗೂ ಸ್ವಯಂಸೇವಾ ಸಂಸ್ಥೆಗಳ ವತಿಯಿಂದ ನಗರದ ವಿವಿಧ ಬಡಾವಣೆಗಳಲ್ಲಿ ಸೋಂಕು ನಿವಾರಕ ದ್ರಾವಣ ಸಿಂಪಡಿಸಲಾಯಿತು. ಸ್ಥಳೀಯ ಮುಖಂಡರಾದ ಪ್ರಕಾಶ್, ಸಂತೋಷ್, ಶ್ಯಾಮ್ ಸುಂದರ್, ಸುರೇಂದ್ರ ಹಾಜರಿದ್ದರು. (24, 1330, 273, 1359)
divider (655, 681, 926, 682)
kit-caption: ಲಾಕ್‌ಡೌನ್ ಹಿನ್ನೆಲೆಯಲ್ಲಿ ಮೈಸೂರಿನ ಕಾರ್ಮಿಕರಿಗೆ ಆಹಾರ ಕಿಟ್ ವಿತರಿಸಲಾಯಿತು. ಮುಖಂಡರಾದ ಸುರೇಶ್, ರಾಜೇಶ್, ಮಂಜುನಾಥ್ ಹಾಗೂ ಇತರರು ಉಪಸ್ಥಿತರಿದ್ದರು. (24, 1100, 279, 1119)
lead-body: ಮೈಸೂರು, ಮೇ 6(ಎಂಟಿವೈ)– ಲಾಕ್‌ಡೌನ್ ಸಂಕಷ್ಟದ ನಡುವೆ ಮೈಸೂರು ನಗರದಲ್ಲಿ ಸಿದ್ಧವಾಗಿರುವ ಮೊಬೈಲ್ ಕ್ಲಿನಿಕ್‌ಗಳ ಮೂಲಕ ಸಾರ್ವಜನಿಕರ ವೈದ್ಯಕೀಯ ತಪಾಸಣೆ ನಡೆಸಲಾಗುತ್ತಿದ್ದು, ಬುಧವಾರ 1,515 ಮಂದಿ ತಪಾಸಣೆಗೆ ಒಳಗಾಗಿದ್ದಾರೆ. ನಗರದ 12 ಮೊಬೈಲ್ ಕ್ಲಿನಿಕ್‌ಗಳು ಸಂಚರಿಸಿ ಸೇವೆ ನೀಡುತ್ತಿದ್ದು, ಇದುವರೆಗೆ ಒಟ್ಟಾರೆ 11,789 ಮಂದಿಗೆ ಆರೋಗ್ಯ ಸೇವೆ ದೊರೆತಿದೆ. ಬುಧವಾರ ನಗರದ ವಿವಿಧ ಬಡಾವಣೆಗಳಲ್ಲಿ ತಪಾಸಣೆ ನಡೆಸಲಾಯಿತು. ಗುರುವಾರದಿಂದ 5 ಕಡೆಗಳಲ್ಲಿ ಮಾತ್ರ ಮೊಬೈಲ್ ಕ್ಲಿನಿಕ್‌ಗಳು ಸೇವೆ ನೀಡಲಿವೆ. ಕಂಟೈನ್‌ಮೆಂಟ್ ಝೋನ್ ಹಾಗೂ ಬಫರ್ ಝೋನ್‌ಗಳಲ್ಲಿ ವಿಶೇಷ ಗಮನ ನೀಡಲಾಗುತ್ತಿದೆ. ಜ್ವರ, ಕೆಮ್ಮು, ನೆಗಡಿ, ಉಸಿರಾಟದ ತೊಂದರೆ ಇರುವವರಿಗೆ ತಕ್ಷಣ ಚಿಕಿತ್ಸೆ ನೀಡಲಾಗುತ್ತಿದ್ದು, ಅಗತ್ಯವಿದ್ದಲ್ಲಿ ಗಂಟಲು ದ್ರವ ಮಾದರಿ ಸಂಗ್ರಹಿಸಲಾಗುತ್ತಿದೆ. ಜಿಲ್ಲಾಧಿಕಾರಿ ಅಭಿರಾಮ್ ಜಿ.ಶಂಕರ್ ಹಾಗೂ ಪಾಲಿಕೆ ಆಯುಕ್ತ ಗುರುದತ್ ಹೆಗಡೆ ನೇತೃತ್ವದಲ್ಲಿ ಈ ಕಾರ್ಯಕ್ರಮ ನಡೆಯುತ್ತಿದೆ. (290, 145, 405, 353)
resident-doctor-caption: ಮೈಸೂರಿನ ಚೆಲುವಾಂಬ ಆಸ್ಪತ್ರೆಯಲ್ಲಿ ಪ್ರತಿಭಟನಾರ್ಥ ಬಾಹುಗಳಿಗೆ ಕಪ್ಪುಪಟ್ಟಿ ಧರಿಸಿ ಕರ್ತವ್ಯ ನಿರ್ವಹಿಸಿದ ರೆಸಿಡೆಂಟ್ ವೈದ್ಯೆ. (460, 861, 640, 879)
